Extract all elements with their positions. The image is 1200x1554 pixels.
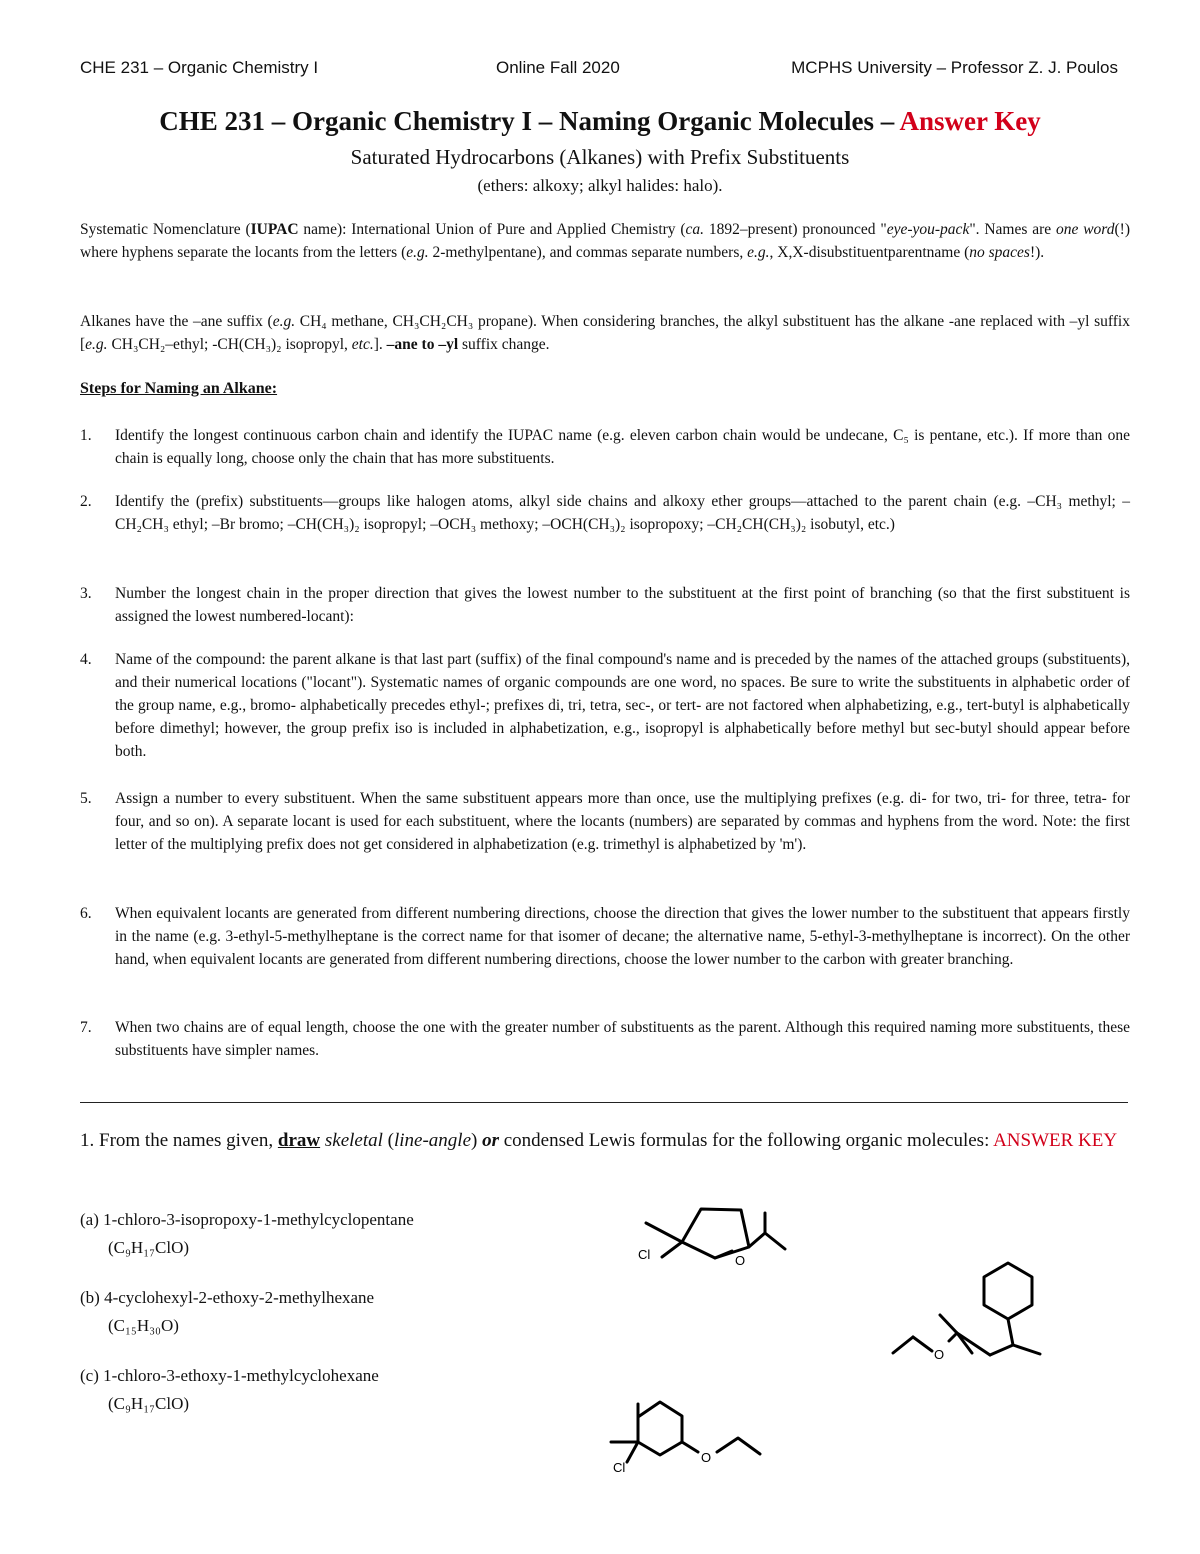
molecule-b-structure [885, 1255, 1085, 1370]
item-c-name: (c) 1-chloro-3-ethoxy-1-methylcyclohexane [80, 1366, 379, 1385]
step-4: 4. Name of the compound: the parent alkane is that last part (suffix) of the final compound's name and is preceded by the names of the attached groups (substituents), and their numerical locations ("locant"). Systematic names of organic compounds are one word, no spaces. Be sure to write the substituents in alphabetic order of the group name, e.g., bromo- alphabetically precedes ethyl-; prefixes di, tri, tetra, sec-, or tert- are not factored when alphabetizing, e.g., tert-butyl is alphabetically before dimethyl; however, the group prefix iso is included in alphabetization, e.g., isopropyl is alphabetically before methyl but sec-butyl should appear before both. [80, 651, 1130, 760]
step-2: 2. Identify the (prefix) substituents—groups like halogen atoms, alkyl side chains and alkoxy ether groups—attached to the parent chain (e.g. –CH₃ methyl; –CH₂CH₃ ethyl; –Br bromo; –CH(CH₃)₂ isopropyl; –OCH₃ methoxy; –OCH(CH₃)₂ isopropoxy; –CH₂CH(CH₃)₂ isobutyl, etc.) [80, 493, 1130, 533]
molecule-a-structure [620, 1195, 820, 1275]
molecule-c-o-label: O [701, 1450, 712, 1465]
step-5: 5. Assign a number to every substituent. When the same substituent appears more than once, use the multiplying prefixes (e.g. di- for two, tri- for three, tetra- for four, and so on). A separate locant is used for each substituent, where the locants (numbers) are separated by commas and hyphens from the word. Note: the first letter of the multiplying prefix does not get considered in alphabetization (e.g. trimethyl is alphabetized by 'm'). [80, 790, 1130, 853]
step-7: 7. When two chains are of equal length, choose the one with the greater number of substituents as the parent. Although this required naming more substituents, these substituents have simpler names. [80, 1019, 1130, 1059]
intro-paragraph-1: Systematic Nomenclature (IUPAC name): International Union of Pure and Applied Chemistry (ca. 1892–present) pronounced "eye-you-pack". Names are one word(!) where hyphens separate the locants from the letters (e.g. 2-methylpentane), and commas separate numbers, e.g., X,X-disubstituentparentname (no spaces!). [80, 221, 1130, 261]
page-subsubtitle: (ethers: alkoxy; alkyl halides: halo). [477, 176, 723, 195]
molecule-a-cl-label: Cl [638, 1247, 651, 1262]
page-title: CHE 231 – Organic Chemistry I – Naming Organic Molecules – Answer Key [159, 106, 1041, 136]
step-1: 1. Identify the longest continuous carbon chain and identify the IUPAC name (e.g. eleven carbon chain would be undecane, C₅ is pentane, etc.). If more than one chain is equally long, choose only the chain that has more substituents. [80, 427, 1130, 467]
molecule-c-structure [595, 1390, 775, 1480]
molecule-b-o-label: O [934, 1347, 945, 1362]
section-divider [80, 1102, 1128, 1103]
step-6: 6. When equivalent locants are generated from different numbering directions, choose the direction that gives the lower number to the substituent that appears firstly in the name (e.g. 3-ethyl-5-methylheptane is the correct name for that isomer of decane; the alternative name, 5-ethyl-3-methylheptane is incorrect). On the other hand, when equivalent locants are generated from different numbering directions, choose the lower number to the carbon with greater branching. [80, 905, 1130, 968]
item-b-formula: (C₁₅H₃₀O) [108, 1316, 179, 1335]
header-course: CHE 231 – Organic Chemistry I [80, 58, 319, 77]
item-a-name: (a) 1-chloro-3-isopropoxy-1-methylcyclopentane [80, 1210, 414, 1229]
molecule-c-cl-label: Cl [613, 1460, 626, 1475]
item-a-formula: (C₉H₁₇ClO) [108, 1238, 190, 1257]
item-b-name: (b) 4-cyclohexyl-2-ethoxy-2-methylhexane [80, 1288, 375, 1307]
step-3: 3. Number the longest chain in the proper direction that gives the lowest number to the substituent at the first point of branching (so that the first substituent is assigned the lowest numbered-locant): [80, 585, 1130, 625]
header-term: Online Fall 2020 [496, 58, 620, 77]
steps-heading: Steps for Naming an Alkane: [80, 380, 278, 397]
intro-paragraph-2: Alkanes have the –ane suffix (e.g. CH₄ methane, CH₃CH₂CH₃ propane). When considering branches, the alkyl substituent has the alkane -ane replaced with –yl suffix [e.g. CH₃CH₂–ethyl; -CH(CH₃)₂ isopropyl, etc.]. –ane to –yl suffix change. [80, 313, 1130, 353]
header-university: MCPHS University – Professor Z. J. Poulos [791, 58, 1118, 77]
question-1: 1. From the names given, draw skeletal (line-angle) or condensed Lewis formulas for the following organic molecules: ANSWER KEY [80, 1130, 1118, 1151]
page-subtitle: Saturated Hydrocarbons (Alkanes) with Prefix Substituents [350, 145, 850, 169]
item-c-formula: (C₉H₁₇ClO) [108, 1394, 190, 1413]
answer-key-label: Answer Key [899, 106, 1041, 136]
molecule-a-o-label: O [735, 1253, 746, 1268]
